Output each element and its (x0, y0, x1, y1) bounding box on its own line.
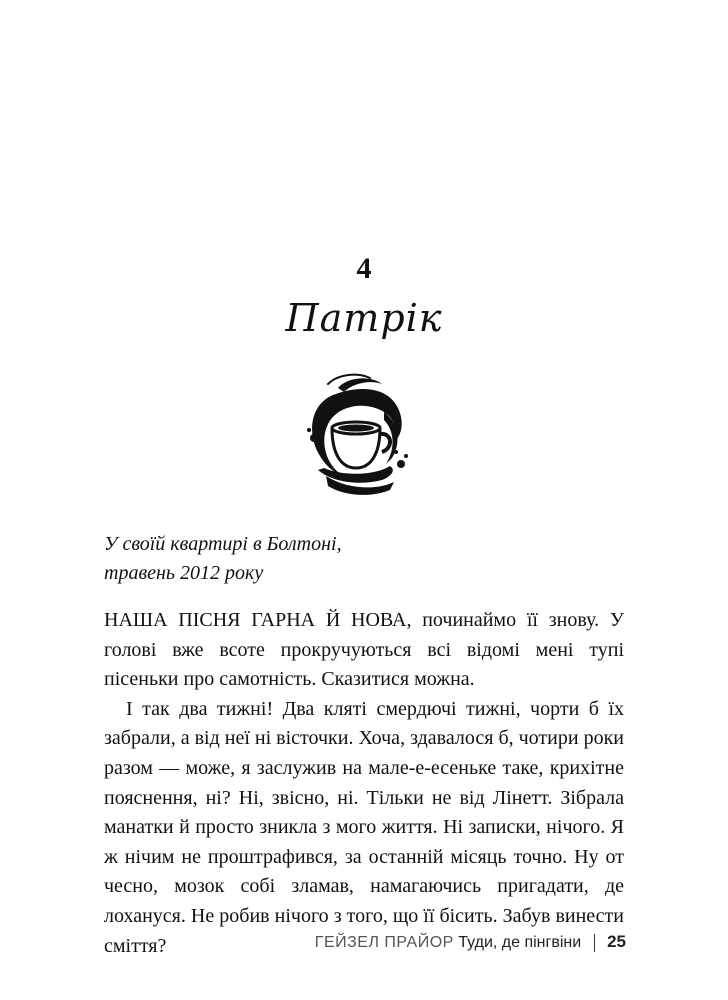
footer-divider (594, 934, 595, 952)
chapter-number: 4 (356, 252, 372, 285)
footer-book-title: Туди, де пінгвіни (458, 934, 582, 951)
chapter-title: Патрік (285, 296, 443, 340)
page-number: 25 (607, 932, 626, 951)
paragraph-1: НАША ПІСНЯ ГАРНА Й НОВА, починаймо її знову. У голові вже всоте прокручуються всі відомі мені тупі пісеньки про самотність. Сказитися можна. (104, 609, 624, 691)
page-footer (315, 932, 626, 952)
coffee-cup-icon (298, 372, 418, 500)
location-line-1: У своїй квартирі в Болтоні, (104, 533, 342, 555)
location-epigraph (104, 530, 624, 588)
footer-author: ГЕЙЗЕЛ ПРАЙОР (314, 934, 454, 951)
location-line-2: травень 2012 року (104, 562, 264, 584)
body-text (104, 606, 624, 961)
paragraph-2: І так два тижні! Два кляті смердючі тижні, чорти б їх забрали, а від неї ні вісточки. Хоча, здавалося б, чотири роки разом — може, я заслужив на мале-е-есеньке таке, крихітне пояснення, ні? Ні, звісно, ні. Тільки не від Лінетт. Зібрала манатки й просто зникла з мого життя. Ні записки, нічого. Я ж нічим не проштрафився, за останній місяць точно. Ну от чесно, мозок собі зламав, намагаючись пригадати, де лохануся. Не робив нічого з того, що її бісить. Забув винести сміття? (104, 697, 624, 957)
